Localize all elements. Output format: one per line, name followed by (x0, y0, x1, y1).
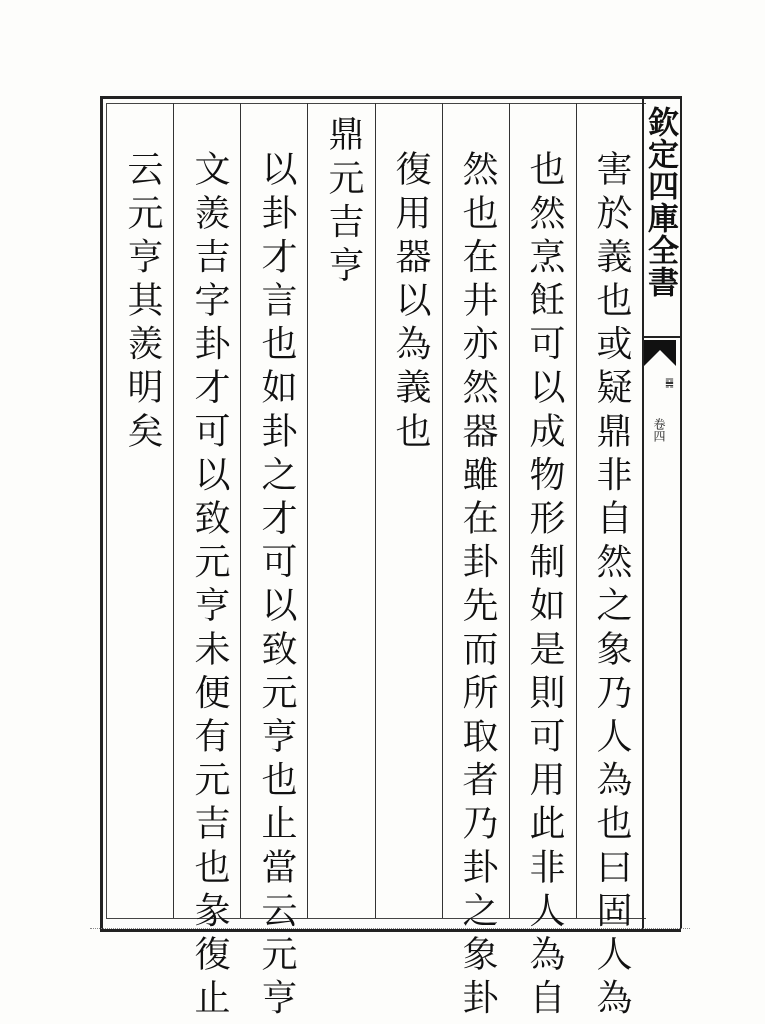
fishtail-ornament-icon (644, 340, 676, 366)
volume-label: 卷四 (652, 418, 666, 442)
text-column-2: 也然烹飪可以成物形制如是則可用此非人為自 (524, 150, 565, 1022)
frame-inner-left-rule (106, 103, 107, 918)
text-column-5-heading: 鼎元吉亨 (323, 115, 364, 290)
text-column-4: 復用器以為義也 (390, 150, 431, 456)
text-column-8: 云元亨其羨明矣 (122, 150, 163, 456)
text-column-7: 文羨吉字卦才可以致元亨未便有元吉也彖復止 (189, 150, 230, 1022)
margin-separator (642, 336, 680, 338)
scan-noise (90, 928, 690, 929)
collection-title: 欽定四庫全書 (642, 106, 678, 298)
column-divider (173, 103, 174, 918)
column-divider (576, 103, 577, 918)
column-divider (307, 103, 308, 918)
text-column-6: 以卦才言也如卦之才可以致元亨也止當云元亨 (256, 150, 297, 1022)
column-divider (375, 103, 376, 918)
column-divider (509, 103, 510, 918)
frame-inner-top-rule (106, 103, 646, 104)
hexagram-mark: ䷱ (664, 378, 675, 389)
text-column-3: 然也在井亦然器雖在卦先而所取者乃卦之象卦 (457, 150, 498, 1022)
frame-inner-bottom-rule (106, 918, 646, 919)
column-divider (442, 103, 443, 918)
column-divider (240, 103, 241, 918)
text-column-1: 害於義也或疑鼎非自然之象乃人為也曰固人為 (591, 150, 632, 1022)
